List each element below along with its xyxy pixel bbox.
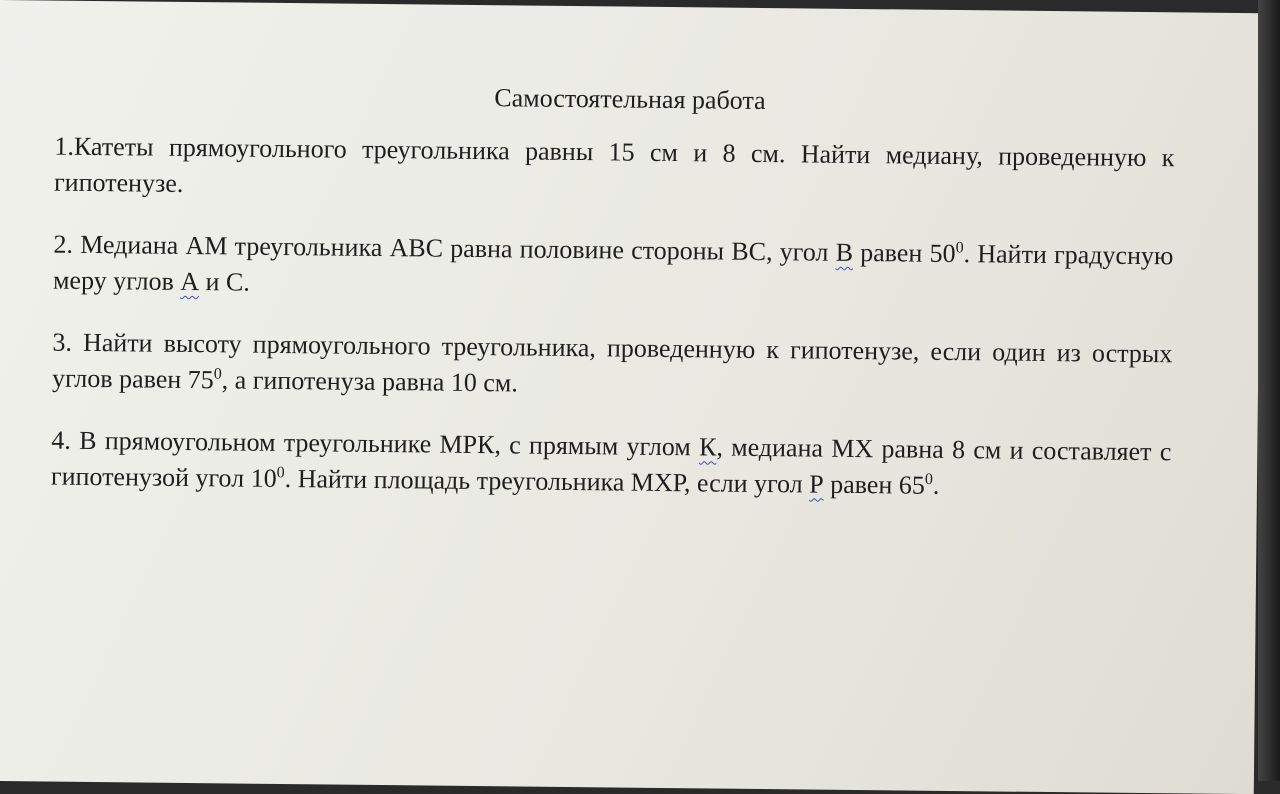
spellcheck-mark-k: К (698, 432, 717, 462)
document-title: Самостоятельная работа (494, 83, 766, 116)
task-3-text-end: , а гипотенуза равна 10 см. (221, 365, 518, 398)
task-4 (51, 423, 1172, 507)
degree-mark: 0 (924, 471, 933, 489)
task-4-text-middle: , медиана МХ равна 8 см и составляет с гипотенузой угол 10 (50, 432, 1172, 493)
task-2-text-start: 2. Медиана АМ треугольника АВС равна половине стороны ВС, угол (53, 229, 836, 267)
spellcheck-mark-b: В (835, 237, 854, 267)
degree-mark: 0 (955, 239, 964, 257)
degree-mark: 0 (213, 365, 222, 383)
task-2-text-end: и С. (198, 267, 251, 297)
task-4-text-angle: равен 65 (823, 469, 925, 500)
spellcheck-mark-p: Р (809, 469, 824, 499)
monitor-bezel (1258, 0, 1280, 781)
task-2-text-middle: равен 50 (852, 237, 956, 269)
task-2 (53, 227, 1174, 311)
task-4-text-end: . (932, 470, 940, 500)
degree-mark: 0 (276, 464, 285, 482)
task-3-text-start: 3. Найти высоту прямоугольного треугольника, проведенную к гипотенузе, если один из острых углов равен 75 (51, 327, 1173, 395)
task-4-text-question: . Найти площадь треугольника МХР, если угол (284, 464, 810, 499)
task-1 (54, 129, 1175, 213)
task-3 (52, 325, 1173, 409)
task-1-text: 1.Катеты прямоугольного треугольника равны 15 см и 8 см. Найти медиану, проведенную к гипотенузе. (53, 131, 1175, 198)
document-page (51, 79, 1176, 533)
spellcheck-mark-a: А (180, 266, 200, 297)
task-2-text-question: . Найти градусную меру углов (52, 239, 1174, 296)
task-4-text-start: 4. В прямоугольном треугольнике МРК, с прямым углом (51, 425, 700, 462)
